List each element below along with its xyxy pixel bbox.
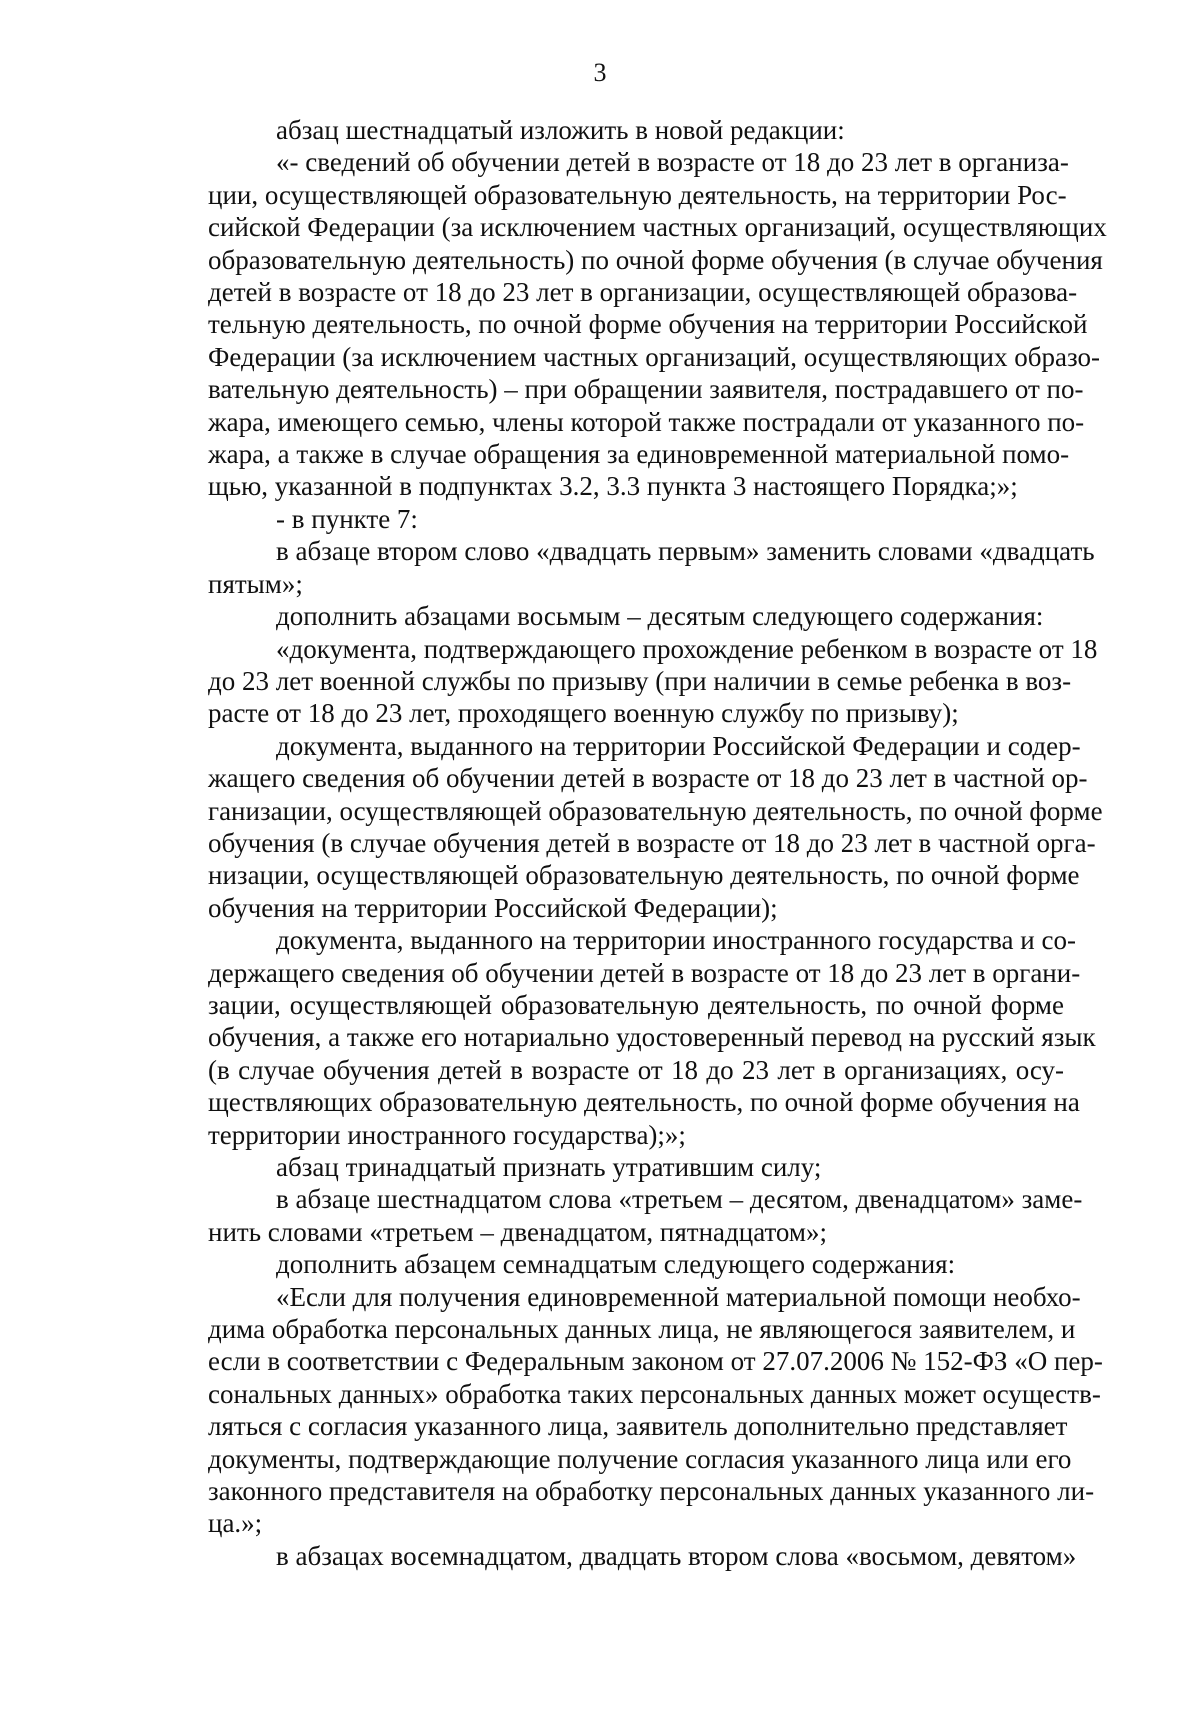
text-line: абзац шестнадцатый изложить в новой редакции: <box>276 115 845 145</box>
text-line: «- сведений об обучении детей в возрасте от 18 до 23 лет в организа- <box>276 147 1069 178</box>
text-line: пятым»; <box>208 568 303 599</box>
text-line: ществляющих образовательную деятельность, по очной форме обучения на <box>208 1087 1080 1118</box>
text-line: жащего сведения об обучении детей в возрасте от 18 до 23 лет в частной ор- <box>208 763 1088 794</box>
paragraph <box>208 146 1107 502</box>
text-line: абзац тринадцатый признать утратившим силу; <box>276 1152 822 1182</box>
text-line: держащего сведения об обучении детей в возрасте от 18 до 23 лет в органи- <box>208 957 1081 988</box>
text-line: документы, подтверждающие получение согласия указанного лица или его <box>208 1443 1072 1474</box>
text-line: «Если для получения единовременной материальной помощи необхо- <box>276 1281 1081 1312</box>
paragraph <box>208 1248 1064 1280</box>
text-line: ляться с согласия указанного лица, заявитель дополнительно представляет <box>208 1411 1068 1442</box>
paragraph <box>208 1151 1064 1183</box>
text-line: (в случае обучения детей в возрасте от 18 до 23 лет в организациях, осу- <box>208 1054 1064 1085</box>
text-line: расте от 18 до 23 лет, проходящего военную службу по призыву); <box>208 698 959 729</box>
text-line: сональных данных» обработка таких персональных данных может осуществ- <box>208 1378 1101 1409</box>
paragraph <box>208 1183 1083 1248</box>
paragraph <box>208 730 1103 924</box>
paragraph <box>208 1540 1077 1572</box>
text-line: зации, осуществляющей образовательную деятельность, по очной форме <box>208 989 1064 1020</box>
document-body <box>208 114 1107 1572</box>
text-line: обучения (в случае обучения детей в возрасте от 18 до 23 лет в частной орга- <box>208 827 1096 858</box>
text-line: территории иностранного государства);»; <box>208 1119 686 1150</box>
paragraph <box>208 114 1064 146</box>
text-line: в абзацах восемнадцатом, двадцать втором слова «восьмом, девятом» <box>276 1540 1077 1571</box>
text-line: документа, выданного на территории Российской Федерации и содер- <box>276 730 1081 761</box>
text-line: ции, осуществляющей образовательную деятельность, на территории Рос- <box>208 179 1067 210</box>
text-line: образовательную деятельность) по очной форме обучения (в случае обучения <box>208 244 1103 275</box>
text-line: - в пункте 7: <box>276 503 418 534</box>
text-line: до 23 лет военной службы по призыву (при наличии в семье ребенка в воз- <box>208 665 1072 696</box>
text-line: дополнить абзацами восьмым – десятым следующего содержания: <box>276 601 1044 632</box>
text-line: в абзаце шестнадцатом слова «третьем – десятом, двенадцатом» заме- <box>276 1184 1083 1215</box>
paragraph <box>208 1281 1103 1540</box>
text-line: обучения, а также его нотариально удостоверенный перевод на русский язык <box>208 1022 1096 1053</box>
text-line: жара, а также в случае обращения за единовременной материальной помо- <box>208 439 1070 470</box>
text-line: обучения на территории Российской Федерации); <box>208 892 778 923</box>
text-line: нить словами «третьем – двенадцатом, пятнадцатом»; <box>208 1216 827 1247</box>
text-line: дима обработка персональных данных лица, не являющегося заявителем, и <box>208 1314 1076 1345</box>
text-line: низации, осуществляющей образовательную деятельность, по очной форме <box>208 860 1080 891</box>
paragraph <box>208 600 1064 632</box>
text-line: законного представителя на обработку персональных данных указанного ли- <box>208 1476 1095 1507</box>
text-line: сийской Федерации (за исключением частных организаций, осуществляющих <box>208 212 1107 243</box>
text-line: если в соответствии с Федеральным законом от 27.07.2006 № 152-ФЗ «О пер- <box>208 1346 1103 1377</box>
paragraph <box>208 924 1096 1151</box>
text-line: «документа, подтверждающего прохождение ребенком в возрасте от 18 <box>276 633 1098 664</box>
text-line: детей в возрасте от 18 до 23 лет в организации, осуществляющей образова- <box>208 277 1078 308</box>
text-line: тельную деятельность, по очной форме обучения на территории Российской <box>208 309 1088 340</box>
text-line: ца.»; <box>208 1508 263 1539</box>
text-line: документа, выданного на территории иностранного государства и со- <box>276 925 1076 956</box>
text-line: дополнить абзацем семнадцатым следующего содержания: <box>276 1249 956 1280</box>
text-line: Федерации (за исключением частных организаций, осуществляющих образо- <box>208 341 1100 372</box>
text-line: в абзаце втором слово «двадцать первым» заменить словами «двадцать <box>276 536 1095 567</box>
text-line: ганизации, осуществляющей образовательную деятельность, по очной форме <box>208 795 1103 826</box>
paragraph <box>208 503 1064 535</box>
text-line: щью, указанной в подпунктах 3.2, 3.3 пункта 3 настоящего Порядка;»; <box>208 471 1018 502</box>
paragraph <box>208 535 1095 600</box>
paragraph <box>208 633 1098 730</box>
page-number: 3 <box>593 58 607 87</box>
text-line: жара, имеющего семью, члены которой также пострадали от указанного по- <box>208 406 1085 437</box>
text-line: вательную деятельность) – при обращении заявителя, пострадавшего от по- <box>208 374 1084 405</box>
